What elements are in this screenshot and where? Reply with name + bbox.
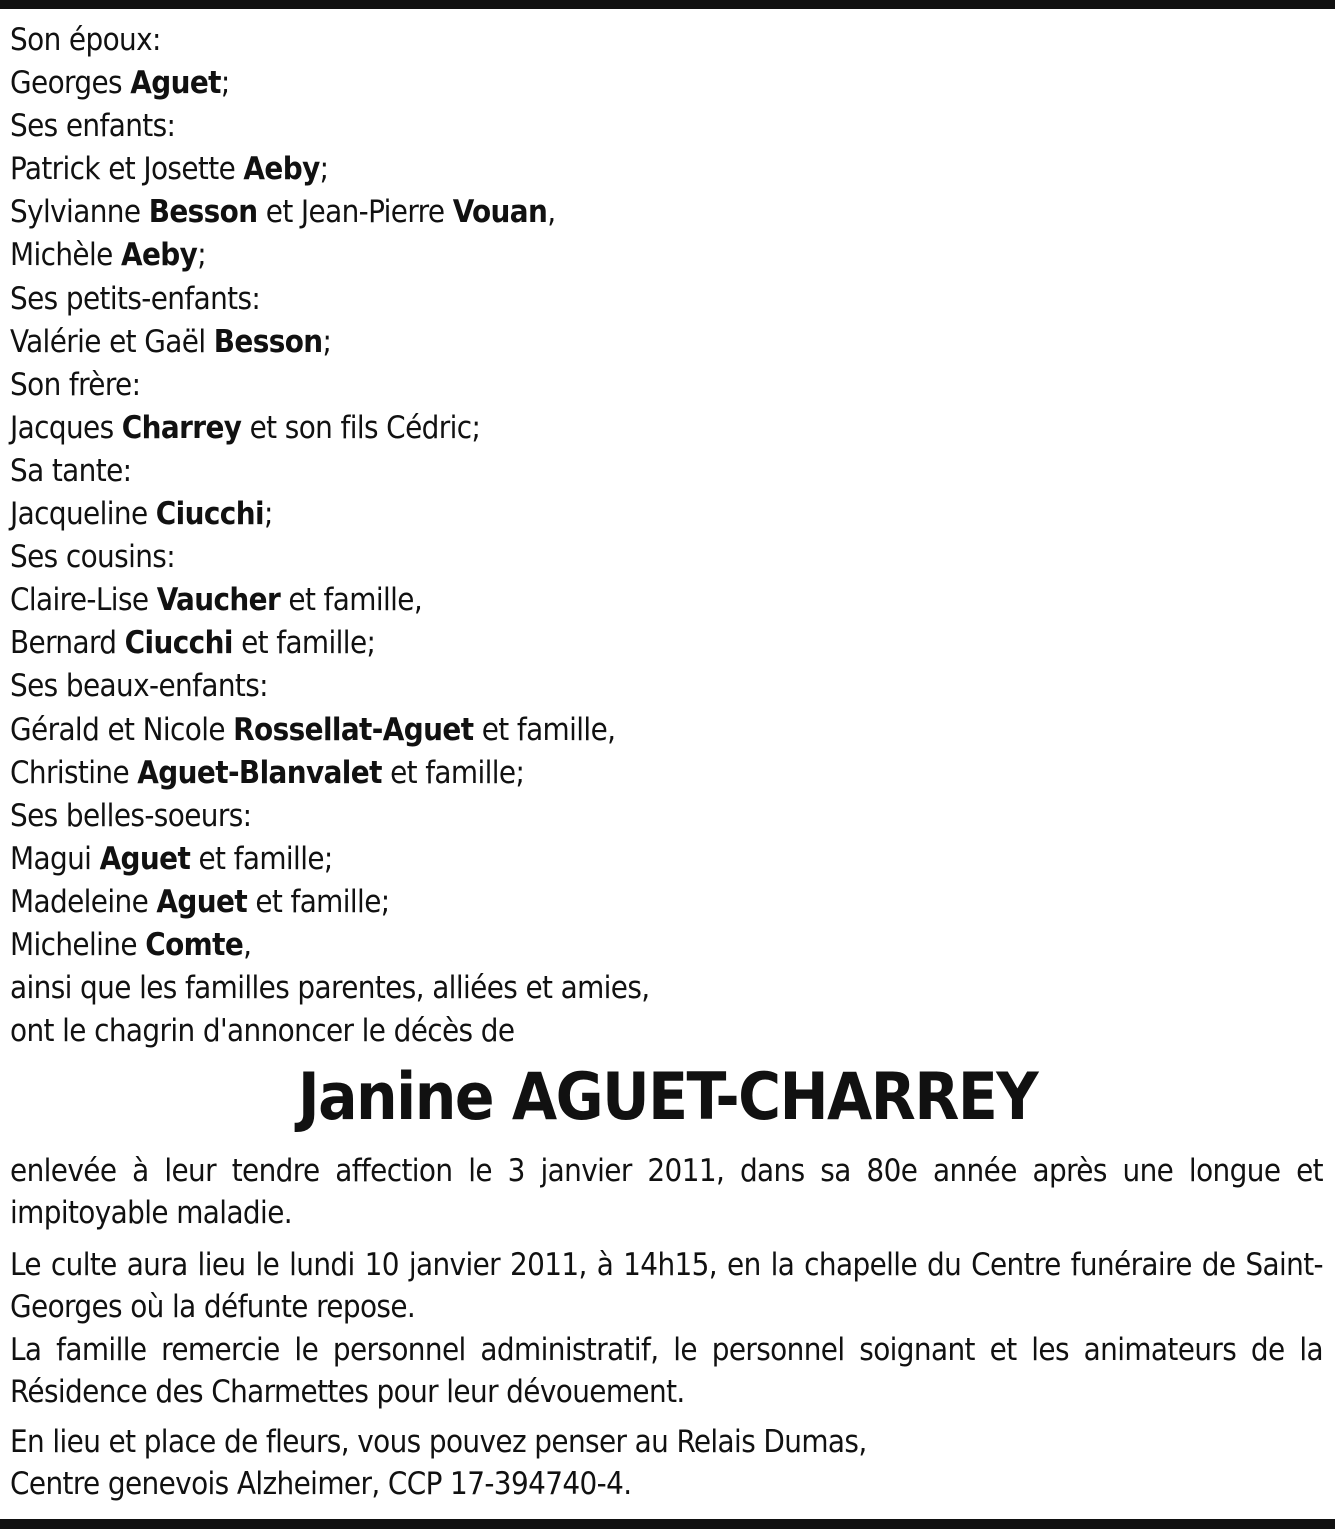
- family-text: et son fils Cédric;: [241, 409, 481, 446]
- family-line: [10, 795, 1325, 838]
- family-text: et famille;: [232, 625, 376, 662]
- top-rule: [0, 0, 1335, 9]
- family-text: ;: [197, 237, 207, 274]
- family-surname: Besson: [213, 323, 323, 360]
- family-text: ,: [243, 926, 252, 963]
- family-line: [10, 752, 1325, 795]
- family-text: Georges: [10, 65, 131, 102]
- family-list: [10, 19, 1325, 1053]
- family-text: Valérie et Gaël: [10, 323, 214, 360]
- family-surname: Charrey: [121, 409, 242, 446]
- family-text: Claire-Lise: [10, 582, 157, 619]
- family-text: Patrick et Josette: [10, 151, 244, 188]
- family-line: [10, 321, 1325, 364]
- service-paragraph: Le culte aura lieu le lundi 10 janvier 2011, à 14h15, en la chapelle du Centre funéraire de Saint-Georges où la défunte repose.: [10, 1247, 1323, 1325]
- family-text: Son époux:: [10, 22, 161, 58]
- family-text: Michèle: [10, 237, 121, 274]
- family-text: Magui: [10, 840, 100, 877]
- family-line: [10, 881, 1325, 924]
- family-line: [10, 1010, 1325, 1053]
- family-surname: Besson: [148, 194, 258, 231]
- family-text: ainsi que les familles parentes, alliées et amies,: [10, 970, 650, 1007]
- family-text: Ses beaux-enfants:: [10, 668, 268, 705]
- family-line: [10, 19, 1325, 62]
- family-surname: Aeby: [120, 237, 198, 274]
- family-text: Bernard: [10, 625, 125, 662]
- family-line: [10, 191, 1325, 234]
- family-text: Gérald et Nicole: [10, 711, 234, 748]
- family-line: [10, 493, 1325, 536]
- family-text: ;: [322, 323, 332, 360]
- family-text: Sylvianne: [10, 194, 149, 231]
- family-text: Sa tante:: [10, 452, 132, 489]
- family-text: Ses belles-soeurs:: [10, 797, 252, 834]
- family-line: [10, 450, 1325, 493]
- family-text: et famille,: [473, 711, 616, 748]
- family-line: [10, 407, 1325, 450]
- donation-paragraph: [10, 1421, 1323, 1505]
- family-surname: Aguet: [156, 883, 248, 920]
- family-text: et famille;: [381, 754, 525, 791]
- family-text: Madeleine: [10, 883, 157, 920]
- family-surname: Ciucchi: [155, 496, 264, 533]
- family-text: Ses petits-enfants:: [10, 280, 261, 317]
- thanks-paragraph: La famille remercie le personnel administratif, le personnel soignant et les animateurs de la Résidence des Charmettes pour leur dévouement.: [10, 1332, 1323, 1410]
- family-line: [10, 967, 1325, 1010]
- family-text: Jacqueline: [10, 496, 156, 533]
- family-line: [10, 234, 1325, 277]
- family-text: ont le chagrin d'annoncer le décès de: [10, 1013, 515, 1050]
- family-line: [10, 364, 1325, 407]
- family-text: ;: [220, 65, 230, 102]
- family-surname: Comte: [145, 926, 244, 963]
- family-surname: Vouan: [452, 194, 548, 231]
- family-surname: Aguet-Blanvalet: [137, 754, 382, 791]
- family-line: [10, 924, 1325, 967]
- family-text: Jacques: [10, 409, 122, 446]
- family-text: ,: [547, 194, 556, 231]
- family-line: [10, 665, 1325, 708]
- family-text: et Jean-Pierre: [257, 194, 453, 231]
- family-text: ;: [263, 496, 273, 533]
- family-text: Son frère:: [10, 366, 141, 403]
- family-line: [10, 579, 1325, 622]
- family-line: [10, 278, 1325, 321]
- family-text: Christine: [10, 754, 138, 791]
- family-text: ;: [319, 151, 329, 188]
- family-text: Ses enfants:: [10, 108, 176, 145]
- donation-line: Centre genevois Alzheimer, CCP 17-394740-4.: [10, 1466, 632, 1502]
- family-surname: Aeby: [243, 151, 320, 188]
- family-text: Ses cousins:: [10, 539, 176, 576]
- announcement-paragraph: enlevée à leur tendre affection le 3 janvier 2011, dans sa 80e année après une longue et impitoyable maladie.: [10, 1153, 1323, 1231]
- family-surname: Aguet: [99, 840, 191, 877]
- family-line: [10, 62, 1325, 105]
- family-surname: Vaucher: [156, 582, 281, 619]
- deceased-name: Janine AGUET-CHARREY: [297, 1060, 1038, 1135]
- family-line: [10, 838, 1325, 881]
- family-text: et famille;: [190, 840, 333, 877]
- family-text: et famille;: [247, 883, 390, 920]
- family-surname: Ciucchi: [124, 625, 233, 662]
- bottom-rule: [0, 1519, 1335, 1529]
- family-surname: Aguet: [130, 65, 221, 102]
- family-line: [10, 709, 1325, 752]
- family-line: [10, 536, 1325, 579]
- family-line: [10, 105, 1325, 148]
- family-text: et famille,: [280, 582, 423, 619]
- donation-line: En lieu et place de fleurs, vous pouvez penser au Relais Dumas,: [10, 1424, 867, 1460]
- family-text: Micheline: [10, 926, 146, 963]
- family-line: [10, 148, 1325, 191]
- family-surname: Rossellat-Aguet: [233, 711, 474, 748]
- family-line: [10, 622, 1325, 665]
